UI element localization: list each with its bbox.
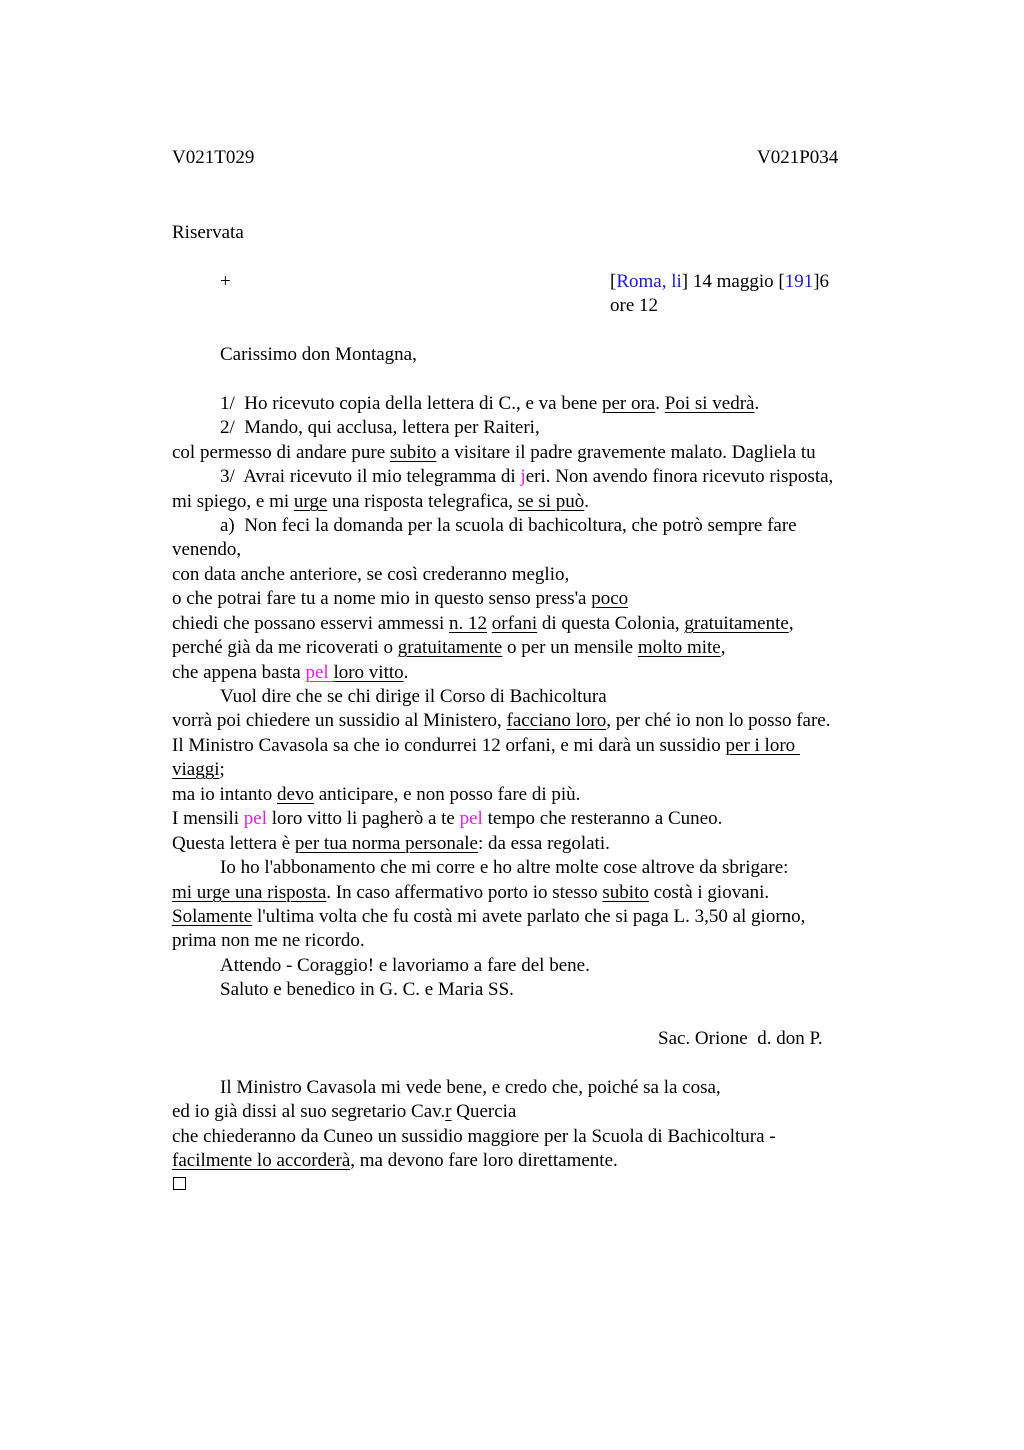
text-fragment: devo [277,784,314,805]
classification-label: Riservata [172,222,244,243]
dateline-year-suffix: ]6 [813,271,830,292]
text-fragment: per tua norma personale [294,833,478,854]
text-line [172,661,408,685]
salutation: Carissimo don Montagna, [220,344,417,365]
text-fragment: ed io già dissi al suo segretario Cav. [172,1101,446,1122]
text-fragment: tempo che resteranno a Cuneo. [482,808,723,829]
text-fragment: . In caso affermativo porto io stesso [326,882,603,903]
text-fragment: col permesso di andare pure [172,442,390,463]
text-fragment: poco [591,588,629,609]
text-fragment: mi spiego, e mi [172,491,294,512]
text-fragment: loro vitto li pagherò a te [267,808,460,829]
dateline-bracket: [ [610,271,617,292]
text-fragment: anticipare, e non posso fare di più. [313,784,581,805]
text-line: Saluto e benedico in G. C. e Maria SS. [220,979,514,1000]
text-fragment: r [445,1101,452,1122]
text-fragment: j [520,466,526,487]
text-fragment: Questa lettera è [172,833,295,854]
document-code-left: V021T029 [172,147,255,168]
text-fragment: eri. Non avendo finora ricevuto risposta, [525,466,834,487]
text-fragment: , [720,637,726,658]
text-fragment: se si può [517,491,585,512]
text-fragment: per i loro [725,735,800,756]
text-fragment: 3/ Avrai ricevuto il mio telegramma di [220,466,521,487]
text-line [172,881,769,905]
text-fragment: pel [305,662,334,683]
text-line [172,832,610,856]
postscript-line [172,1100,516,1124]
postscript-line [172,1149,618,1173]
text-fragment: o che potrai fare tu a nome mio in questo senso press'a [172,588,592,609]
text-fragment: ; [219,759,225,780]
text-fragment: Il Ministro Cavasola sa che io condurrei 12 orfani, e mi darà un sussidio [172,735,726,756]
text-fragment: : da essa regolati. [477,833,610,854]
text-line: con data anche anteriore, se così crederanno meglio, [172,564,570,585]
text-line [172,709,831,733]
text-fragment: pel [459,808,483,829]
text-fragment: per ora [601,393,656,414]
text-line [172,612,794,636]
text-fragment: n. 12 [449,613,488,634]
text-fragment: 1/ Ho ricevuto copia della lettera di C., e va bene [220,393,602,414]
text-fragment: o per un mensile [502,637,638,658]
text-line [172,587,628,611]
cross-mark: + [220,271,231,292]
text-fragment: Quercia [451,1101,517,1122]
text-line [220,465,833,489]
text-line [172,636,725,660]
text-fragment: di questa Colonia, [537,613,685,634]
text-fragment: facilmente lo accorderà [172,1150,351,1171]
text-fragment: . [403,662,409,683]
text-fragment: viaggi [172,759,220,780]
dateline-year-prefix: 191 [784,271,814,292]
text-fragment: subito [389,442,437,463]
text-fragment: perché già da me ricoverati o [172,637,398,658]
text-line [172,783,580,807]
text-line: Attendo - Coraggio! e lavoriamo a fare del bene. [220,955,590,976]
text-fragment: urge [293,491,328,512]
dateline-time: ore 12 [610,295,659,316]
text-line: a) Non feci la domanda per la scuola di bachicoltura, che potrò sempre fare [220,515,797,536]
text-fragment: , [788,613,794,634]
text-fragment: . [655,393,665,414]
text-fragment: una risposta telegrafica, [327,491,518,512]
text-line: prima non me ne ricordo. [172,930,365,951]
text-fragment: , per ché io non lo posso fare. [606,710,831,731]
text-line [172,734,800,758]
document-code-right: V021P034 [757,147,839,168]
end-square-icon [173,1177,186,1190]
text-fragment: mi urge una risposta [172,882,327,903]
text-line: 2/ Mando, qui acclusa, lettera per Raiteri, [220,417,540,438]
text-fragment: subito [602,882,649,903]
text-line [172,807,722,831]
text-fragment: I mensili [172,808,244,829]
text-fragment: molto mite [637,637,721,658]
text-line [172,905,805,929]
text-fragment: Solamente [172,906,253,927]
dateline-date: ] 14 maggio [ [681,271,785,292]
signature: Sac. Orione d. don P. [658,1028,823,1049]
text-fragment: loro vitto [333,662,404,683]
text-fragment: chiedi che possano esservi ammessi [172,613,450,634]
text-fragment: orfani [491,613,538,634]
text-fragment: che appena basta [172,662,306,683]
text-fragment: . [754,393,760,414]
text-fragment: l'ultima volta che fu costà mi avete parlato che si paga L. 3,50 al giorno, [252,906,806,927]
text-line [172,441,816,465]
postscript-line: che chiederanno da Cuneo un sussidio maggiore per la Scuola di Bachicoltura - [172,1126,776,1147]
text-line [172,758,225,782]
text-fragment: . [584,491,590,512]
text-line: Io ho l'abbonamento che mi corre e ho altre molte cose altrove da sbrigare: [220,857,789,878]
text-fragment: , ma devono fare loro direttamente. [350,1150,618,1171]
text-line [172,490,589,514]
text-fragment: pel [243,808,267,829]
text-fragment: costà i giovani. [648,882,770,903]
text-line [220,392,759,416]
dateline-place: Roma, li [616,271,682,292]
postscript-line: Il Ministro Cavasola mi vede bene, e credo che, poiché sa la cosa, [220,1077,721,1098]
text-fragment: Poi si vedrà [664,393,755,414]
dateline [610,270,829,294]
text-fragment: vorrà poi chiedere un sussidio al Ministero, [172,710,507,731]
text-fragment: gratuitamente [684,613,789,634]
text-fragment: a visitare il padre gravemente malato. Dagliela tu [436,442,816,463]
text-fragment: facciano loro [506,710,607,731]
text-fragment: ma io intanto [172,784,278,805]
text-fragment: gratuitamente [397,637,503,658]
text-line: Vuol dire che se chi dirige il Corso di Bachicoltura [220,686,607,707]
text-line: venendo, [172,539,242,560]
